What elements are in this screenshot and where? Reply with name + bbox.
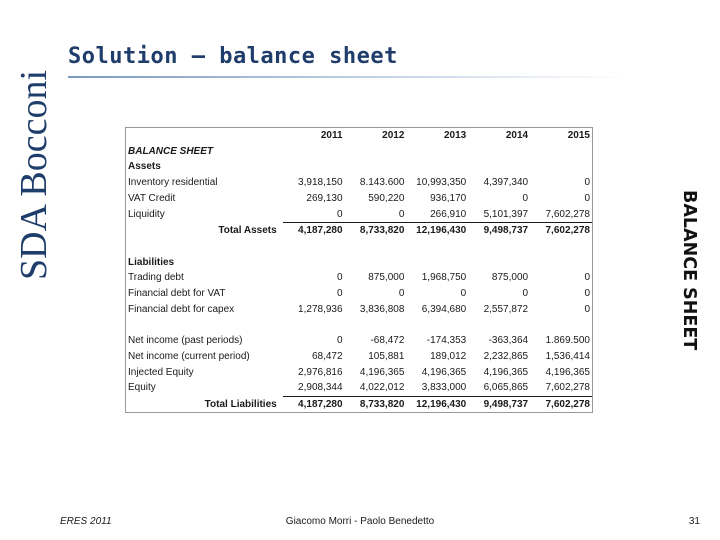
side-label bbox=[678, 190, 704, 410]
table-row: Trading debt 0 875,000 1,968,750 875,000 0 bbox=[128, 272, 590, 284]
sda-bocconi-logo bbox=[6, 30, 56, 290]
balance-sheet-table bbox=[125, 127, 593, 413]
year-header: 2013 bbox=[443, 130, 467, 141]
svg-text:SDA Bocconi: SDA Bocconi bbox=[13, 69, 55, 280]
table-row: Inventory residential 3,918,150 8.143.600 10,993,350 4,397,340 0 bbox=[128, 177, 590, 189]
table-row: Financial debt for capex 1,278,936 3,836,808 6,394,680 2,557,872 0 bbox=[128, 303, 590, 315]
footer-course: ERES 2011 bbox=[60, 516, 112, 527]
table-row: Net income (past periods) 0 -68,472 -174,353 -363,364 1.869.500 bbox=[128, 335, 590, 347]
svg-text:BALANCE SHEET: BALANCE SHEET bbox=[679, 190, 699, 351]
table-row: Financial debt for VAT 0 0 0 0 0 bbox=[128, 288, 590, 300]
total-liabilities-row: Total Liabilities 4,187,280 8,733,820 12,196,430 9,498,737 7,602,278 bbox=[126, 396, 592, 412]
assets-heading: Assets bbox=[128, 161, 161, 173]
table-row: Net income (current period) 68,472 105,881 189,012 2,232,865 1,536,414 bbox=[128, 350, 590, 362]
table-row: VAT Credit 269,130 590,220 936,170 0 0 bbox=[128, 192, 590, 204]
total-assets-row: Total Assets 4,187,280 8,733,820 12,196,430 9,498,737 7,602,278 bbox=[126, 223, 592, 239]
table-row: Liquidity 0 0 266,910 5,101,397 7,602,278 bbox=[128, 208, 590, 220]
table-row: Equity 2,908,344 4,022,012 3,833,000 6,065,865 7,602,278 bbox=[128, 382, 590, 394]
year-header: 2015 bbox=[567, 130, 590, 141]
side-label-graphic bbox=[678, 190, 704, 410]
year-header: 2011 bbox=[320, 130, 343, 141]
header-blank bbox=[126, 128, 283, 144]
footer-authors: Giacomo Morri - Paolo Benedetto bbox=[285, 516, 435, 527]
year-header: 2012 bbox=[382, 130, 405, 141]
liabilities-heading: Liabilities bbox=[128, 256, 175, 268]
year-header-row bbox=[126, 128, 592, 144]
page-number: 31 bbox=[688, 516, 700, 527]
year-header: 2014 bbox=[505, 130, 529, 141]
logo-graphic bbox=[6, 30, 56, 290]
title-underline bbox=[68, 76, 628, 78]
table-row: Injected Equity 2,976,816 4,196,365 4,196,365 4,196,365 4,196,365 bbox=[128, 366, 590, 378]
page-title: Solution – balance sheet bbox=[68, 44, 398, 69]
sheet-title: BALANCE SHEET bbox=[128, 145, 214, 157]
